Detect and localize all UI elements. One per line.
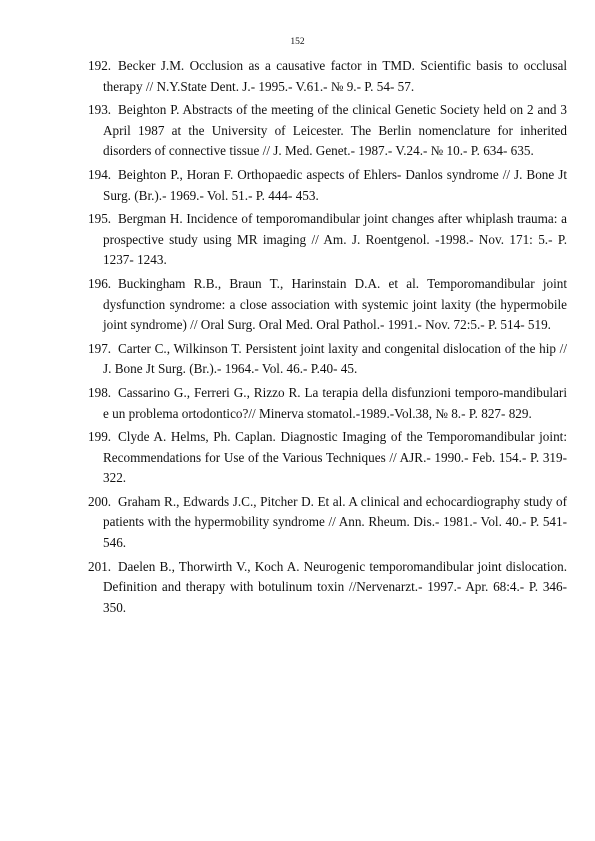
reference-item — [88, 165, 567, 206]
reference-number: 196. — [88, 275, 112, 291]
reference-item — [88, 339, 567, 380]
reference-list — [88, 56, 567, 621]
reference-number: 201. — [88, 558, 112, 574]
reference-item — [88, 427, 567, 489]
reference-text: Buckingham R.B., Braun T., Harinstain D.A. et al. Temporomandibular joint dysfunction syndrome: a close association with systemic joint laxity (the hypermobile joint syndrome) // Oral Surg. Oral Med. Oral Pathol.- 1991.- Nov. 72:5.- P. 514- 519. — [103, 275, 567, 333]
reference-text: Becker J.M. Occlusion as a causative factor in TMD. Scientific basis to occlusal therapy // N.Y.State Dent. J.- 1995.- V.61.- № 9.- P. 54- 57. — [103, 58, 567, 94]
reference-number: 197. — [88, 340, 112, 356]
reference-item — [88, 557, 567, 619]
reference-item — [88, 274, 567, 336]
reference-text: Daelen B., Thorwirth V., Koch A. Neurogenic temporomandibular joint dislocation. Definition and therapy with botulinum toxin //Nervenarzt.- 1997.- Apr. 68:4.- P. 346- 350. — [103, 558, 567, 615]
reference-text: Beighton P., Horan F. Orthopaedic aspects of Ehlers- Danlos syndrome // J. Bone Jt Surg. (Br.).- 1969.- Vol. 51.- P. 444- 453. — [103, 166, 567, 203]
reference-number: 195. — [88, 211, 112, 227]
reference-item — [88, 209, 567, 271]
reference-text: Clyde A. Helms, Ph. Caplan. Diagnostic Imaging of the Temporomandibular joint: Recommendations for Use of the Various Techniques // AJR.- 1990.- Feb. 154.- P. 319-322. — [103, 429, 567, 486]
reference-number: 193. — [88, 102, 112, 118]
reference-number: 199. — [88, 429, 112, 445]
reference-text: Cassarino G., Ferreri G., Rizzo R. La terapia della disfunzioni temporo-mandibulari e un problema ortodontico?// Minerva stomatol.-1989.-Vol.38, № 8.- P. 827- 829. — [103, 384, 567, 421]
reference-text: Graham R., Edwards J.C., Pitcher D. Et al. A clinical and echocardiography study of patients with the hypermobility syndrome // Ann. Rheum. Dis.- 1981.- Vol. 40.- P. 541- 546. — [103, 493, 567, 551]
reference-item — [88, 492, 567, 554]
reference-text: Beighton P. Abstracts of the meeting of the clinical Genetic Society held on 2 and 3 April 1987 at the University of Leicester. The Berlin nomenclature for inherited disorders of connective tissue // J. Med. Genet.- 1987.- V.24.- № 10.- P. 634- 635. — [103, 102, 567, 159]
reference-number: 192. — [88, 58, 112, 73]
reference-number: 194. — [88, 166, 112, 182]
reference-number: 198. — [88, 384, 112, 400]
page-number: 152 — [290, 37, 305, 47]
reference-item — [88, 383, 567, 424]
reference-text: Bergman H. Incidence of temporomandibular joint changes after whiplash trauma: a prospective study using MR imaging // Am. J. Roentgenol. -1998.- Nov. 171: 5.- P. 1237- 1243. — [103, 211, 567, 268]
reference-number: 200. — [88, 493, 112, 509]
reference-item — [88, 100, 567, 162]
reference-text: Carter C., Wilkinson T. Persistent joint laxity and congenital dislocation of the hip // J. Bone Jt Surg. (Br.).- 1964.- Vol. 46.- P.40- 45. — [103, 340, 567, 377]
reference-item — [88, 56, 567, 97]
